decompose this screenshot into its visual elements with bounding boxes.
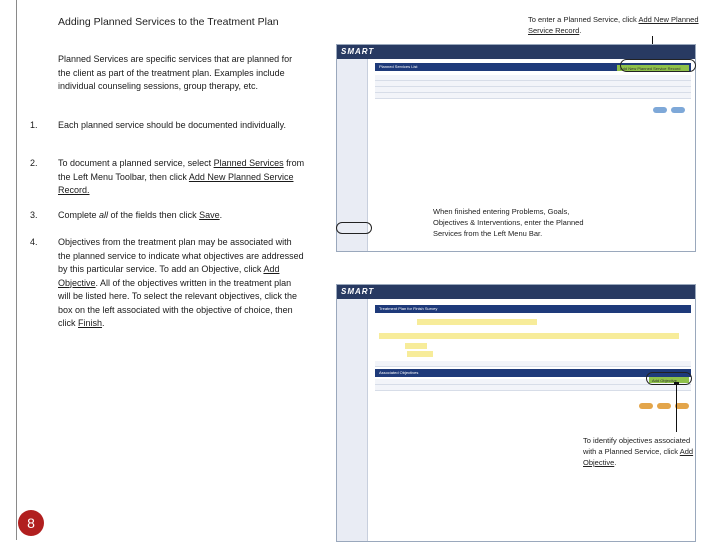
highlight-planned-services-menu bbox=[336, 222, 372, 234]
arrow-line bbox=[676, 382, 677, 432]
section-title: Associated Objectives bbox=[379, 370, 419, 375]
step-text: Complete all of the fields then click Save. bbox=[58, 210, 223, 220]
left-margin-rule bbox=[16, 0, 17, 540]
section-header bbox=[375, 369, 691, 377]
callout-add-service: To enter a Planned Service, click Add New Planned Service Record. bbox=[528, 15, 699, 35]
add-objective-button[interactable]: Add Objective bbox=[652, 377, 677, 383]
add-objective-link[interactable]: Add Objective bbox=[58, 264, 280, 288]
step-number: 1. bbox=[30, 120, 38, 130]
save-link[interactable]: Save bbox=[199, 210, 220, 220]
app-header bbox=[337, 285, 695, 299]
step-number: 3. bbox=[30, 210, 38, 220]
add-new-planned-service-link[interactable]: Add New Planned Service Record. bbox=[58, 171, 294, 195]
app-header bbox=[337, 45, 695, 59]
app-logo: SMART bbox=[341, 287, 375, 296]
add-new-planned-service-button[interactable]: Add New Planned Service Record bbox=[620, 65, 681, 71]
step-text: Objectives from the treatment plan may be associated with the planned service to indicate what objectives are addressed by this particular service. To add an Objective, click Add Objective. All of the objectives written in the treatment plan will be listed here. To select the relevant objectives, click the box on the left associated with the objective of choice, then click Finish. bbox=[58, 237, 304, 328]
finish-link[interactable]: Finish bbox=[78, 318, 103, 328]
intro-paragraph: Planned Services are specific services that are planned for the client as part of the treatment plan. Examples include individual counseling sessions, group therapy, etc. bbox=[58, 54, 293, 91]
panel-title: Treatment Plan for Finish Survey bbox=[379, 306, 438, 311]
app-logo: SMART bbox=[341, 47, 375, 56]
step-text: Each planned service should be documented individually. bbox=[58, 120, 286, 130]
page-title: Adding Planned Services to the Treatment Plan bbox=[58, 16, 279, 28]
step-text: To document a planned service, select Planned Services from the Left Menu Toolbar, then click Add New Planned Service Record. bbox=[58, 158, 305, 195]
highlight-add-objective bbox=[646, 372, 692, 385]
arrow-head bbox=[674, 382, 679, 385]
callout-left-menu: When finished entering Problems, Goals, Objectives & Interventions, enter the Planned Services from the Left Menu Bar. bbox=[433, 207, 584, 238]
step-number: 2. bbox=[30, 158, 38, 168]
highlight-add-service bbox=[620, 59, 696, 72]
planned-services-link[interactable]: Planned Services bbox=[213, 158, 284, 168]
screenshot-treatment-plan bbox=[336, 284, 696, 542]
left-menu-bar bbox=[337, 299, 368, 541]
panel-title: Planned Services List bbox=[379, 64, 418, 69]
callout-add-objective: To identify objectives associated with a Planned Service, click Add Objective. bbox=[583, 436, 694, 467]
step-number: 4. bbox=[30, 237, 38, 247]
page-number-badge: 8 bbox=[18, 510, 44, 536]
